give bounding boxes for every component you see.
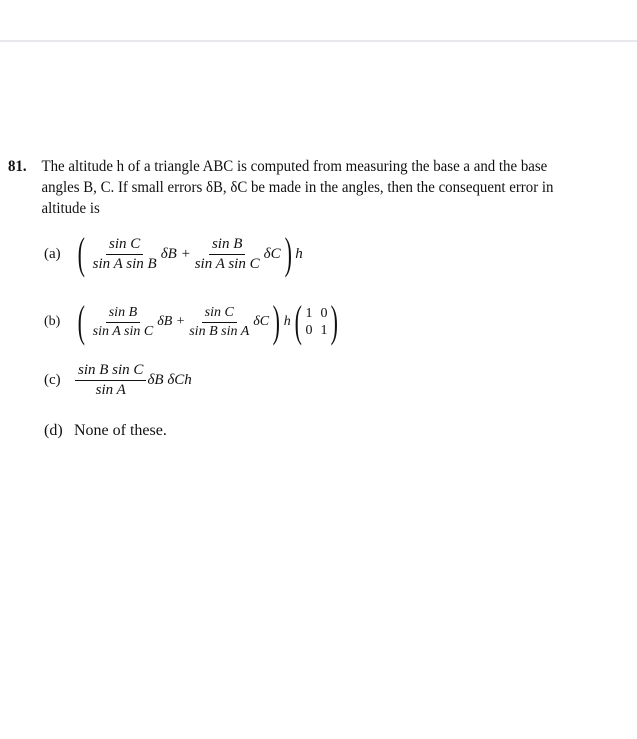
fraction [90,305,157,340]
option-label: (d) [44,422,63,439]
denominator: sin A sin C [92,323,154,339]
term: δB + [157,314,186,329]
term: δC [263,245,281,262]
option-label: (a) [44,245,61,262]
fraction [90,236,160,273]
option-c[interactable] [44,362,192,399]
option-text: None of these. [74,422,167,439]
right-paren: ) [272,297,281,346]
identity-matrix [291,297,342,346]
term: δB δCh [147,372,192,388]
question-number: 81. [8,158,27,175]
term: δB + [160,245,191,262]
numerator: sin B [209,236,245,255]
matrix-cell: 1 [305,306,313,321]
matrix-cell: 1 [320,323,328,338]
matrix-cell: 0 [320,306,328,321]
right-paren: ) [284,229,292,278]
option-label: (b) [44,314,61,329]
left-paren: ( [77,229,85,278]
fraction [192,236,263,273]
denominator: sin B sin A [189,323,250,339]
option-b[interactable] [44,297,342,346]
left-paren: ( [294,297,302,346]
numerator: sin C [202,305,237,323]
term: h [295,245,303,262]
option-label: (c) [44,372,61,388]
fraction [75,362,146,399]
option-d[interactable] [44,422,167,440]
term: h [283,314,291,329]
fraction [186,305,252,340]
numerator: sin B [106,305,140,323]
denominator: sin A sin C [194,255,260,272]
denominator: sin A sin B [92,255,157,272]
question-text: The altitude h of a triangle ABC is computed from measuring the base a and the base angles B, C. If small errors δB, δC be made in the angles, then the consequent error in altitude is [41,158,554,217]
top-bar [0,0,637,42]
left-paren: ( [77,297,85,346]
denominator: sin A [95,382,126,398]
numerator: sin C [106,236,143,255]
matrix-cell: 0 [305,323,313,338]
numerator: sin B sin C [75,362,146,381]
term: δC [253,314,270,329]
right-paren: ) [331,297,339,346]
question-block [8,156,575,219]
option-a[interactable] [44,229,303,278]
